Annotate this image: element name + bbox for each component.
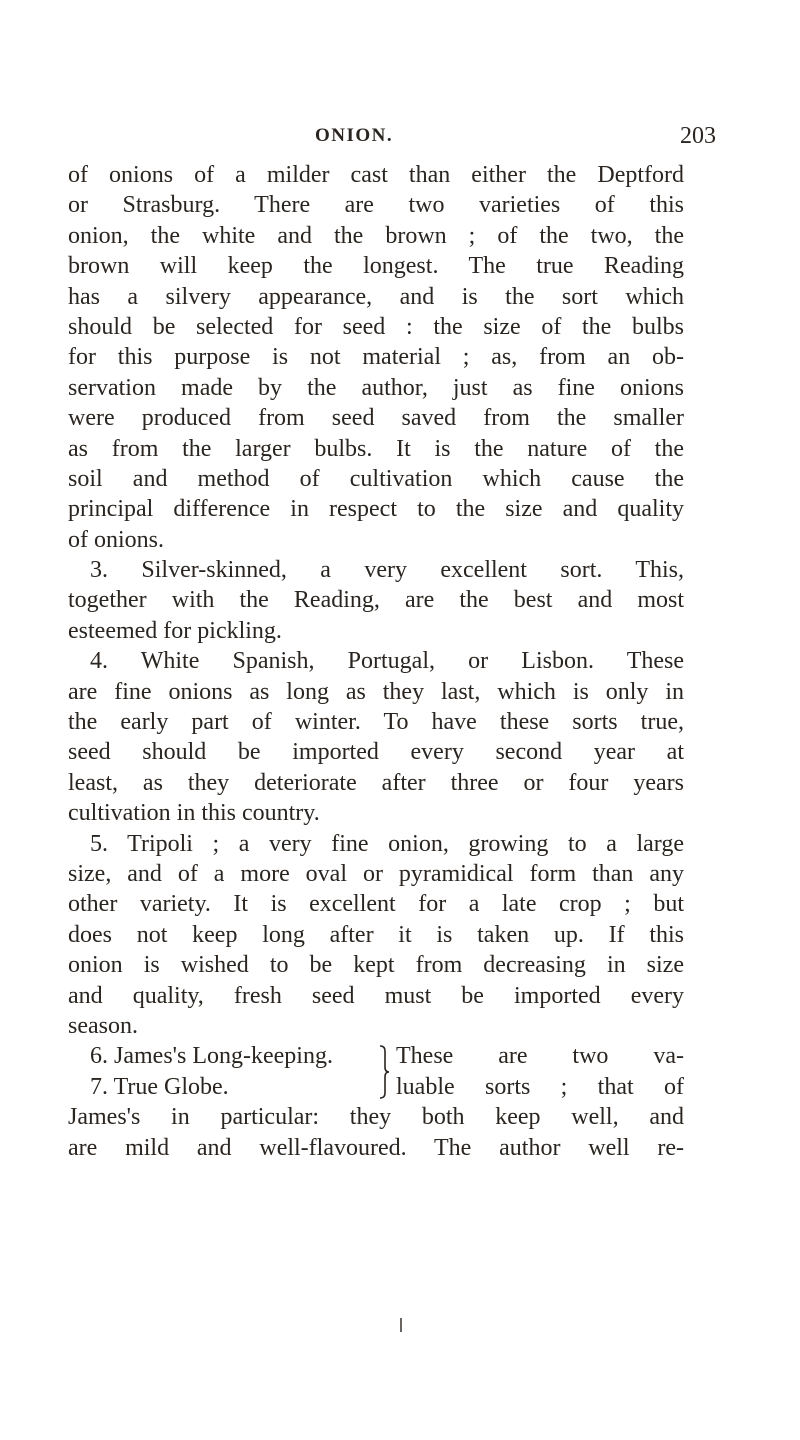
text-line: brown will keep the longest. The true Reading: [68, 253, 684, 280]
text-line: 5. Tripoli ; a very fine onion, growing to a large: [90, 830, 684, 857]
text-line: and quality, fresh seed must be imported every: [68, 982, 684, 1009]
text-line: These are two va-: [396, 1043, 684, 1070]
text-line: should be selected for seed : the size of the bulbs: [68, 313, 684, 340]
text-line: other variety. It is excellent for a late crop ; but: [68, 891, 684, 918]
body-text: [68, 160, 684, 1163]
text-line: seed should be imported every second year at: [68, 739, 684, 766]
text-line: or Strasburg. There are two varieties of this: [68, 192, 684, 219]
text-line: cultivation in this country.: [68, 800, 320, 827]
text-line: of onions of a milder cast than either the Deptford: [68, 162, 684, 188]
text-line: luable sorts ; that of: [396, 1073, 684, 1100]
printer-mark: [400, 1318, 402, 1332]
text-line: onion, the white and the brown ; of the two, the: [68, 222, 684, 249]
text-line: 4. White Spanish, Portugal, or Lisbon. These: [90, 648, 684, 675]
text-line: the early part of winter. To have these sorts true,: [68, 709, 684, 736]
curly-brace-icon: [378, 1045, 390, 1099]
variety-entry: 7. True Globe.: [90, 1073, 229, 1100]
text-line: size, and of a more oval or pyramidical form than any: [68, 860, 684, 887]
running-head: [60, 118, 760, 154]
bracket-right-text: [396, 1041, 684, 1102]
text-line: 3. Silver-skinned, a very excellent sort. This,: [90, 557, 684, 584]
text-line: James's in particular: they both keep well, and: [68, 1104, 684, 1131]
text-line: are mild and well-flavoured. The author well re-: [68, 1134, 684, 1161]
variety-entry: 6. James's Long-keeping.: [90, 1043, 333, 1070]
text-line: has a silvery appearance, and is the sort which: [68, 283, 684, 310]
text-line: soil and method of cultivation which cause the: [68, 465, 684, 492]
text-line: does not keep long after it is taken up. If this: [68, 921, 684, 948]
text-line: least, as they deteriorate after three or four years: [68, 769, 684, 796]
text-line: are fine onions as long as they last, which is only in: [68, 678, 684, 705]
page-number: 203: [680, 123, 716, 149]
text-line: of onions.: [68, 526, 164, 553]
text-line: servation made by the author, just as fine onions: [68, 374, 684, 401]
text-line: onion is wished to be kept from decreasing in size: [68, 952, 684, 979]
text-line: were produced from seed saved from the smaller: [68, 405, 684, 432]
text-line: season.: [68, 1012, 138, 1039]
text-line: together with the Reading, are the best and most: [68, 587, 684, 614]
text-line: for this purpose is not material ; as, from an ob-: [68, 344, 684, 371]
text-line: esteemed for pickling.: [68, 617, 282, 644]
running-title: ONION.: [315, 125, 394, 146]
text-line: as from the larger bulbs. It is the nature of the: [68, 435, 684, 462]
bracket-left-entries: [68, 1041, 378, 1102]
text-line: principal difference in respect to the size and quality: [68, 496, 684, 523]
bracketed-varieties: [68, 1041, 684, 1102]
